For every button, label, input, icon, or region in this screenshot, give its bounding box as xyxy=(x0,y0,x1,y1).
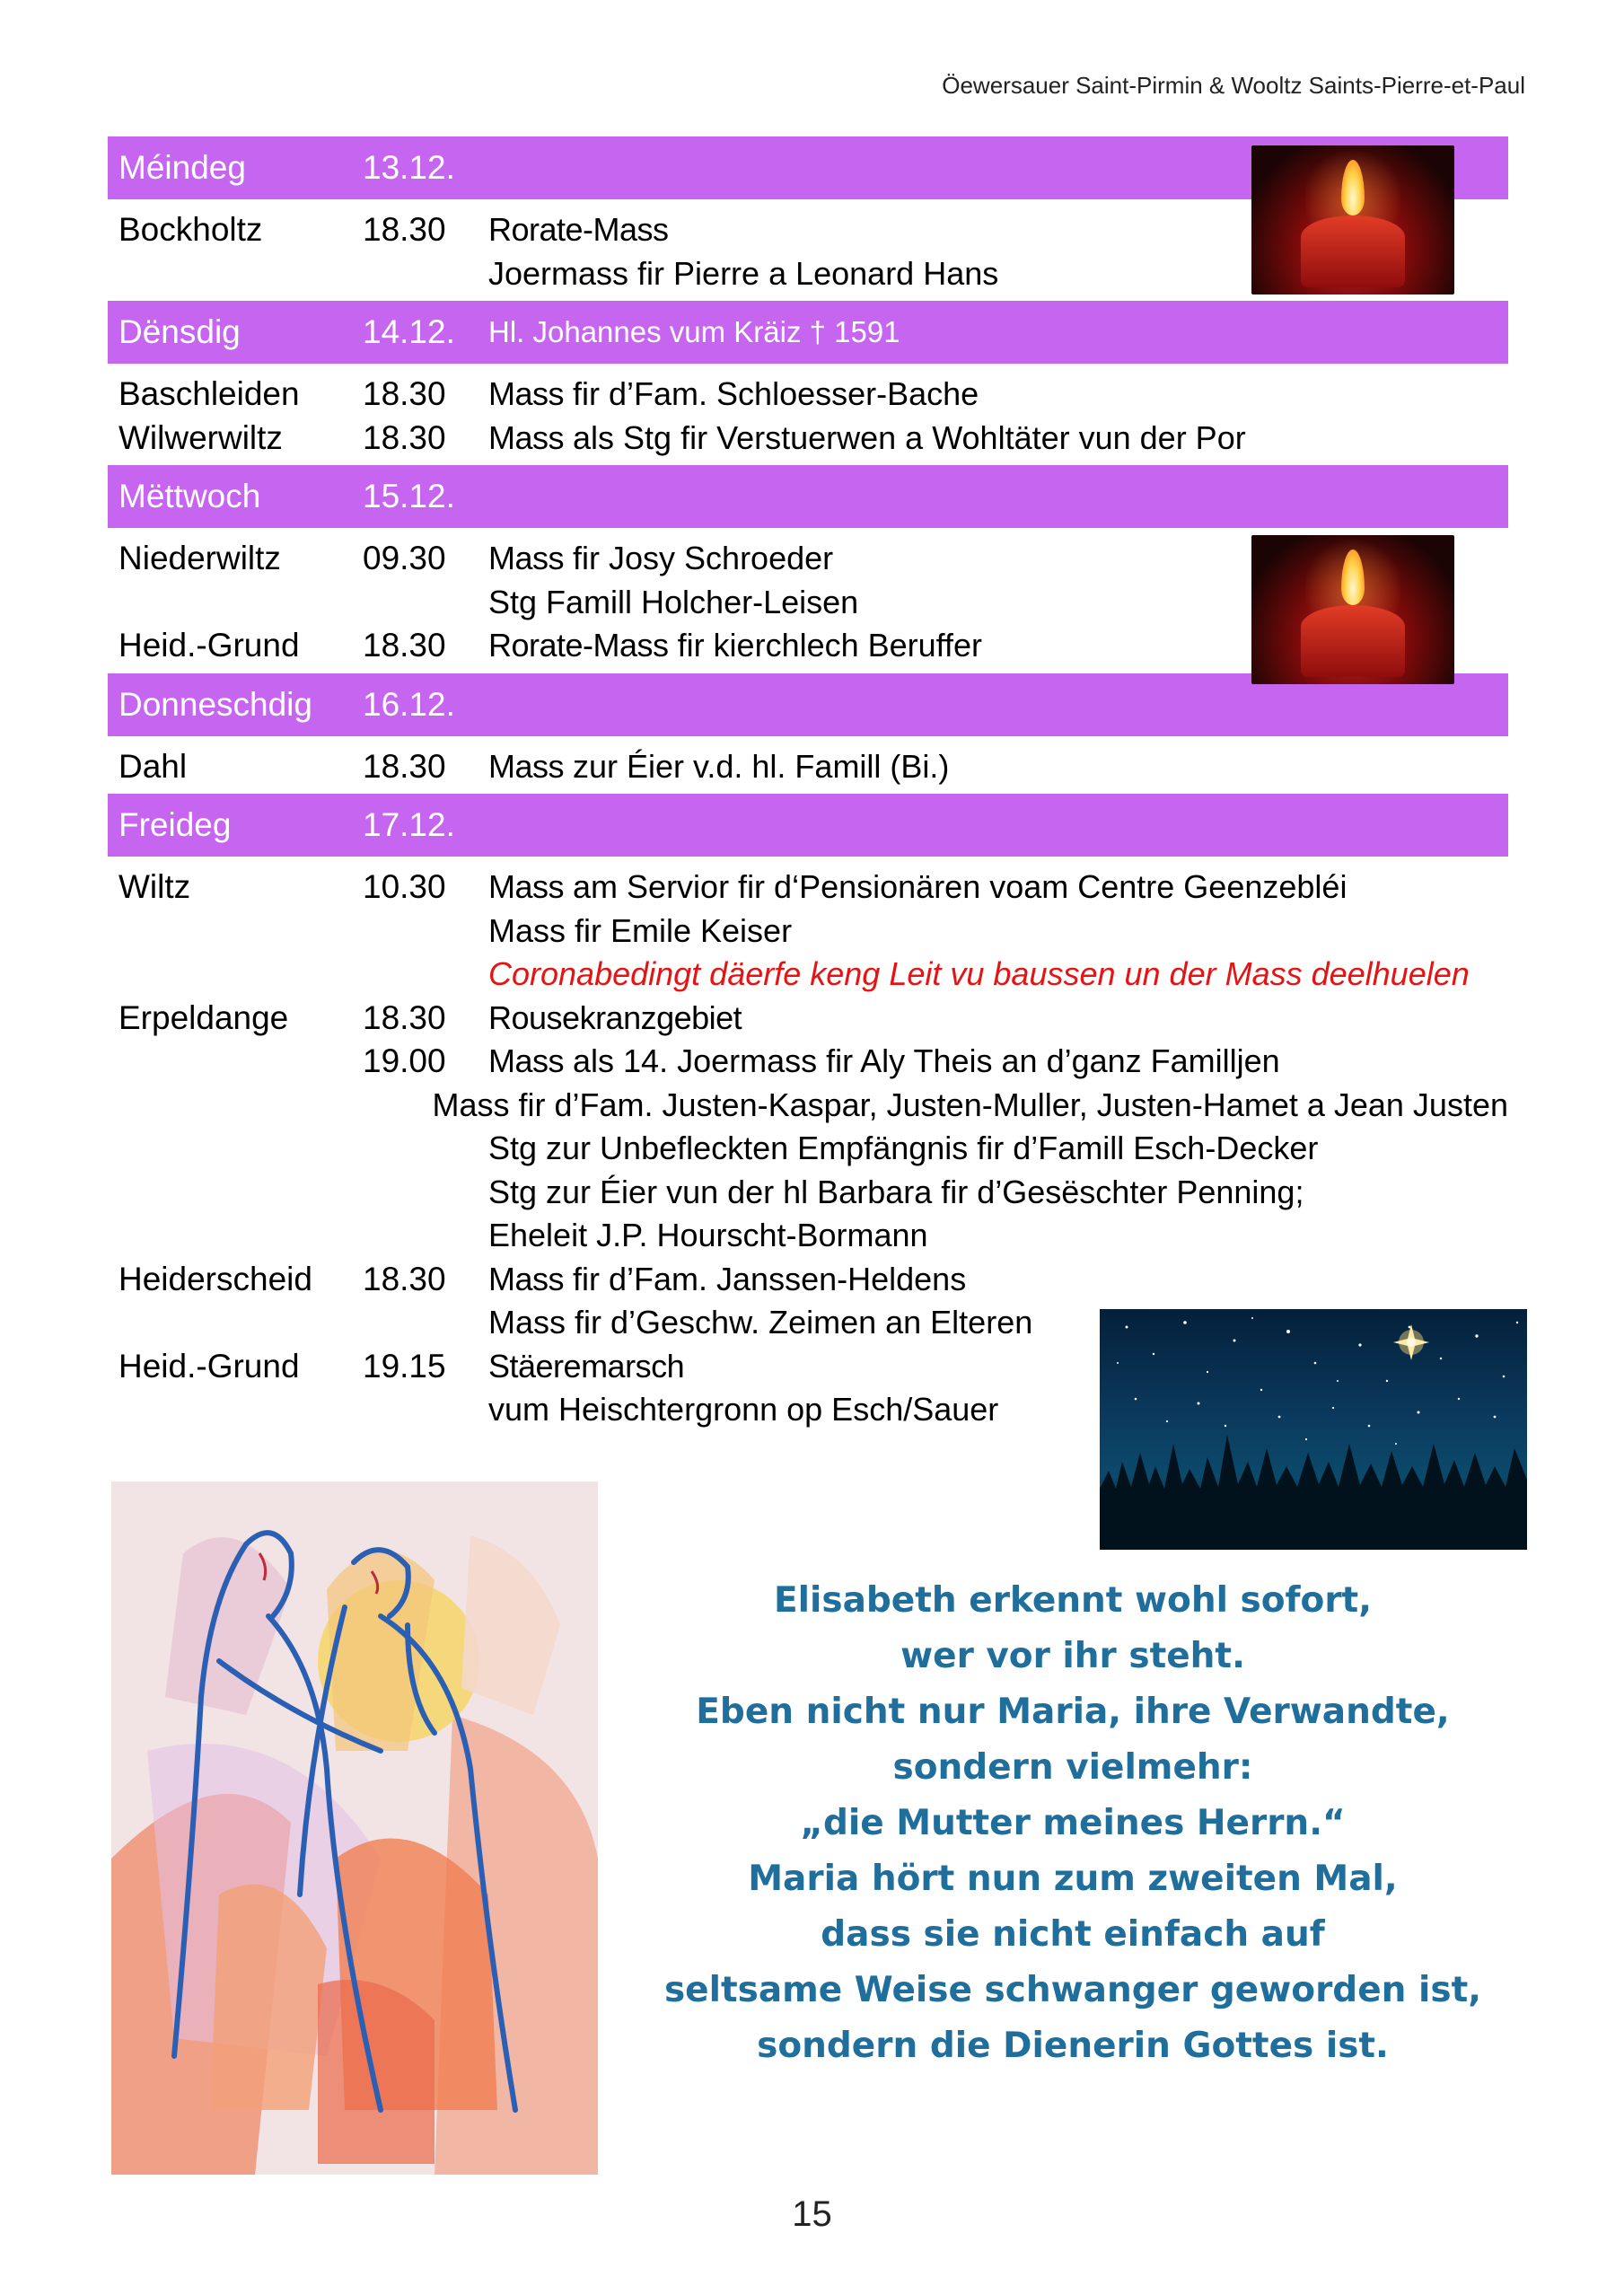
quote-line: sondern vielmehr: xyxy=(892,1747,1253,1788)
mass-type: Mass xyxy=(488,747,565,785)
mass-text xyxy=(488,419,1246,457)
day-date: 15.12. xyxy=(363,478,455,514)
time: 19.15 xyxy=(363,1347,446,1385)
mass-type: Rorate-Mass xyxy=(488,211,669,249)
quote-line: Eben nicht nur Maria, ihre Verwandte, xyxy=(696,1692,1450,1732)
schedule-row xyxy=(108,910,1508,954)
mass-text xyxy=(488,1304,1032,1341)
quote-line: seltsame Weise schwanger geworden ist, xyxy=(663,1970,1482,2010)
day-name: Dënsdig xyxy=(119,313,241,350)
day-bar-mettwoch xyxy=(108,465,1508,528)
time: 10.30 xyxy=(363,868,446,906)
day-bar-densdig xyxy=(108,301,1508,364)
time: 18.30 xyxy=(363,1260,446,1297)
mass-type: Rorate-Mass xyxy=(488,627,669,664)
quote-line: Maria hört nun zum zweiten Mal, xyxy=(748,1859,1398,1899)
mass-detail: Joermass fir Pierre a Leonard Hans xyxy=(488,254,999,292)
mass-detail: als 14. Joermass fir Aly Theis an d’ganz Familljen xyxy=(564,1042,1280,1080)
schedule-row xyxy=(108,997,1508,1041)
mass-detail: als Stg fir Verstuerwen a Wohltäter vun der Por xyxy=(564,418,1246,456)
mass-type: Mass xyxy=(488,868,565,906)
mass-text xyxy=(488,868,1347,906)
time: 18.30 xyxy=(363,211,446,249)
schedule-row xyxy=(108,1040,1508,1084)
mass-detail: Stg zur Unbefleckten Empfängnis fir d’Famill Esch-Decker xyxy=(488,1130,1319,1167)
mass-detail: fir Josy Schroeder xyxy=(564,540,834,577)
place: Wiltz xyxy=(119,868,191,906)
time: 19.00 xyxy=(363,1042,446,1080)
place: Heid.-Grund xyxy=(119,1347,300,1385)
day-entries xyxy=(108,373,1508,460)
mass-detail: zur Éier v.d. hl. Famill (Bi.) xyxy=(564,747,950,785)
time: 18.30 xyxy=(363,998,446,1036)
schedule-row xyxy=(108,1214,1508,1258)
time: 09.30 xyxy=(363,540,446,577)
schedule-row xyxy=(108,1258,1508,1302)
place: Bockholtz xyxy=(119,211,263,249)
mass-detail: am Servior fir d‘Pensionären voam Centre Geenzebléi xyxy=(564,868,1347,906)
mass-text xyxy=(488,540,833,577)
schedule-row xyxy=(108,1127,1508,1171)
mass-type: Mass xyxy=(488,1260,565,1297)
schedule-row xyxy=(108,953,1508,997)
bible-quote xyxy=(646,1573,1499,2074)
bright-star-icon xyxy=(1393,1324,1429,1360)
day-entries xyxy=(108,537,1508,668)
mass-text xyxy=(488,1348,684,1385)
schedule-row xyxy=(108,745,1508,789)
mass-text xyxy=(488,1261,966,1298)
time: 18.30 xyxy=(363,747,446,785)
mass-text xyxy=(488,627,982,664)
mass-text xyxy=(488,211,669,249)
day-name: Donneschdig xyxy=(119,685,312,723)
mass-type: Mass xyxy=(488,375,565,413)
mass-text xyxy=(488,375,979,413)
place: Niederwiltz xyxy=(119,540,281,577)
day-bar-freideg xyxy=(108,794,1508,857)
day-name: Méindeg xyxy=(119,149,246,186)
time: 18.30 xyxy=(363,627,446,664)
mass-detail: Stg zur Éier vun der hl Barbara fir d’Gesëschter Penning; xyxy=(488,1173,1304,1210)
mass-detail: fir kierchlech Beruffer xyxy=(668,627,983,664)
day-date: 14.12. xyxy=(363,313,455,350)
mass-detail: Eheleit J.P. Hourscht-Bormann xyxy=(488,1217,928,1254)
mass-text xyxy=(488,255,998,293)
mass-schedule xyxy=(108,131,1508,1437)
mass-detail: Mass fir d’Fam. Justen-Kaspar, Justen-Muller, Justen-Hamet a Jean Justen xyxy=(432,1086,1508,1123)
place: Wilwerwiltz xyxy=(119,418,283,456)
mass-text xyxy=(488,748,949,786)
day-entries xyxy=(108,208,1508,295)
day-name: Mëttwoch xyxy=(119,478,261,514)
mass-text xyxy=(488,1042,1280,1080)
day-note: Hl. Johannes vum Kräiz † 1591 xyxy=(488,315,900,348)
day-date: 16.12. xyxy=(363,685,455,723)
mass-type: Mass xyxy=(488,540,565,577)
place: Baschleiden xyxy=(119,375,300,413)
place: Erpeldange xyxy=(119,998,289,1036)
mass-detail: Stg Famill Holcher-Leisen xyxy=(488,583,859,620)
candle-image xyxy=(1251,535,1454,684)
mass-detail: Mass fir Emile Keiser xyxy=(488,911,793,949)
time: 18.30 xyxy=(363,375,446,413)
page-header: Öewersauer Saint-Pirmin & Wooltz Saints-Pierre-et-Paul xyxy=(942,72,1525,99)
mass-text xyxy=(433,1086,1509,1124)
corona-notice: Coronabedingt däerfe keng Leit vu baussen un der Mass deelhuelen xyxy=(488,955,1470,993)
mass-text xyxy=(488,1217,928,1254)
day-name: Freideg xyxy=(119,806,232,843)
place: Heid.-Grund xyxy=(119,627,300,664)
schedule-row xyxy=(108,1084,1508,1128)
mass-text xyxy=(488,1130,1318,1167)
mass-detail: fir d’Fam. Schloesser-Bache xyxy=(564,375,979,413)
visitation-painting xyxy=(111,1481,598,2175)
mass-type: Mass xyxy=(488,1042,565,1080)
mass-text xyxy=(488,912,792,950)
mass-text xyxy=(488,1174,1304,1211)
quote-line: „die Mutter meines Herrn.“ xyxy=(800,1803,1346,1843)
mass-text xyxy=(488,1391,998,1429)
mass-type: Stäeremarsch xyxy=(488,1347,685,1385)
mass-detail: fir d’Fam. Janssen-Heldens xyxy=(564,1260,967,1297)
candle-image xyxy=(1251,145,1454,295)
time: 18.30 xyxy=(363,418,446,456)
day-date: 17.12. xyxy=(363,806,455,843)
page-number: 15 xyxy=(792,2194,832,2234)
starry-night-image xyxy=(1100,1309,1527,1550)
mass-type: Rousekranzgebiet xyxy=(488,998,742,1036)
day-date: 13.12. xyxy=(363,149,455,186)
mass-type: Mass xyxy=(488,418,565,456)
mass-detail: vum Heischtergronn op Esch/Sauer xyxy=(488,1391,999,1429)
mass-text xyxy=(488,584,858,621)
quote-line: Elisabeth erkennt wohl sofort, xyxy=(773,1580,1373,1621)
schedule-row xyxy=(108,373,1508,417)
quote-line: wer vor ihr steht. xyxy=(900,1636,1245,1676)
schedule-row xyxy=(108,866,1508,910)
quote-line: sondern die Dienerin Gottes ist. xyxy=(757,2026,1389,2066)
day-entries xyxy=(108,745,1508,789)
place: Dahl xyxy=(119,747,188,785)
mass-detail: Mass fir d’Geschw. Zeimen an Elteren xyxy=(488,1304,1033,1341)
mass-text xyxy=(488,999,742,1037)
place: Heiderscheid xyxy=(119,1260,312,1297)
schedule-row xyxy=(108,1171,1508,1215)
quote-line: dass sie nicht einfach auf xyxy=(821,1914,1325,1955)
schedule-row xyxy=(108,417,1508,461)
